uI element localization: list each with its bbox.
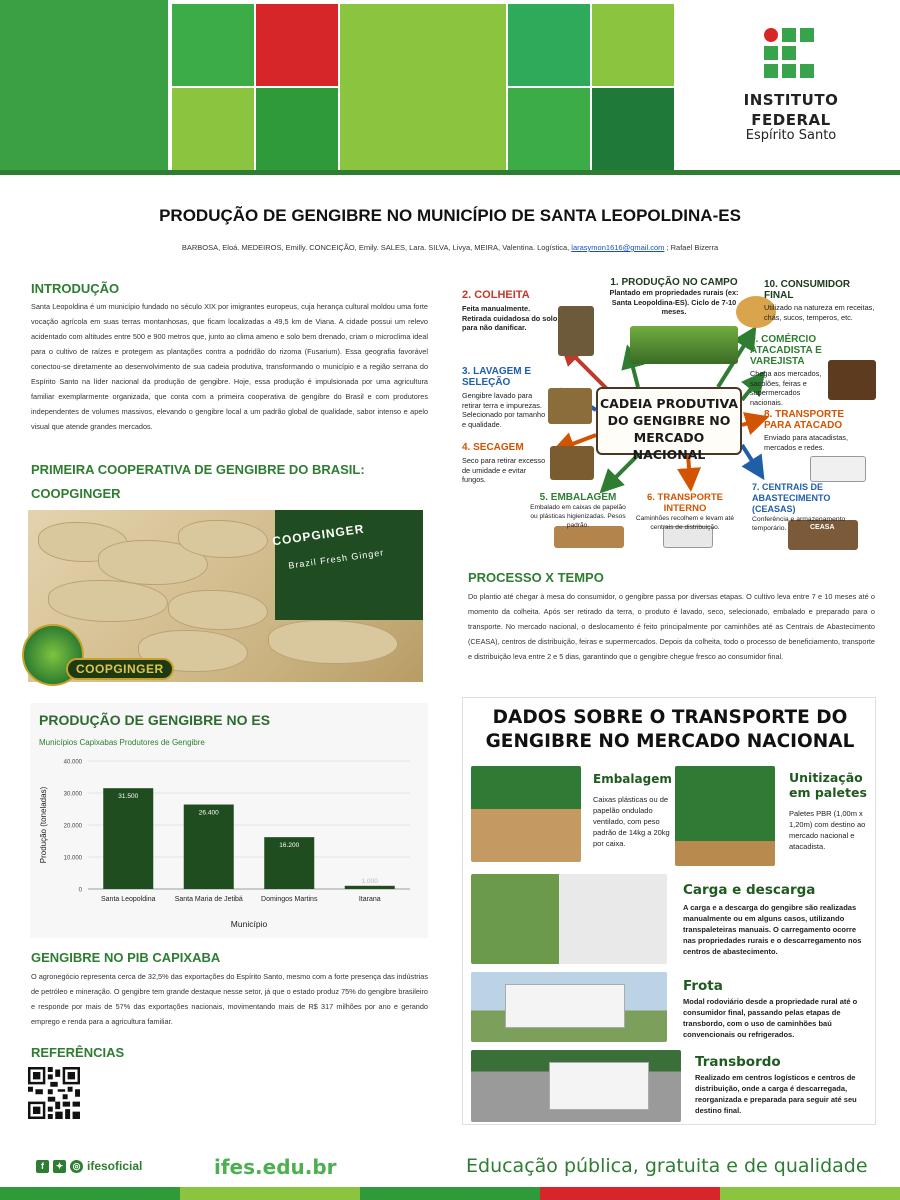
chart-x-tick-label: Itarana xyxy=(358,896,381,903)
step-title: 1. PRODUÇÃO NO CAMPO xyxy=(610,277,738,288)
step-title: 3. LAVAGEM E SELEÇÃO xyxy=(462,366,532,388)
step-body: Conferência e armazenamento temporário. xyxy=(752,516,846,532)
chart-y-tick-label: 30.000 xyxy=(63,791,82,798)
transporte-item-body: Realizado em centros logísticos e centros de distribuição, onde a carga é descarregada, reorganizada e preparada para seguir até seu destino final. xyxy=(695,1073,857,1115)
transporte-item-body: A carga e a descarga do gengibre são realizadas manualmente ou em alguns casos, utilizando transpaleteiras manuais. O carregamento ocorre nas propriedades rurais e o descarregamento nos centros de abastecimento. xyxy=(683,903,862,956)
coopginger-box-label: COOPGINGER xyxy=(271,521,366,549)
cadeia-step-10 xyxy=(764,279,876,322)
cadeia-produtiva-diagram xyxy=(458,270,876,552)
transporte-item-title: Frota xyxy=(683,978,723,994)
step-title: 8. TRANSPORTE PARA ATACADO xyxy=(764,409,845,431)
chart-data-label: 1.000 xyxy=(361,877,378,885)
chart-x-tick-label: Santa Leopoldina xyxy=(101,896,156,903)
chart-y-tick-label: 40.000 xyxy=(63,759,82,766)
warehouse-image xyxy=(471,1050,681,1122)
chart-y-axis-label: Produção (toneladas) xyxy=(39,786,48,864)
logo-line-1: INSTITUTO xyxy=(743,91,839,109)
authors-line xyxy=(0,243,900,252)
transporte-title xyxy=(463,706,877,754)
footer-motto: Educação pública, gratuita e de qualidade xyxy=(466,1155,868,1177)
banner-tile xyxy=(172,88,254,170)
coopginger-box-sub: Brazil Fresh Ginger xyxy=(288,547,386,571)
authors-advisor: ; Rafael Bizerra xyxy=(666,243,719,252)
step-title: 10. CONSUMIDOR FINAL xyxy=(764,279,851,301)
processo-text: Do plantio até chegar à mesa do consumidor, o gengibre passa por diversas etapas. O cultivo leva entre 7 e 10 meses até o momento da colheita. Após ser retirado da terra, o produto é lavado, seco, selecionado, embalado e preparado para o transporte. No mercado nacional, o deslocamento é feito principalmente por caminhões até as Centrais de Abastecimento (CEASA), centros de distribuição, feiras e supermercados. Depois da colheita, todo o processo de beneficiamento, transporte e distribuição leva entre 2 e 5 dias, garantindo que o gengibre chegue fresco ao consumidor final. xyxy=(468,592,875,661)
footer xyxy=(0,1150,900,1200)
cadeia-step-1 xyxy=(604,277,744,317)
chart-y-tick-label: 0 xyxy=(78,887,82,894)
facebook-icon[interactable]: f xyxy=(36,1160,49,1173)
cadeia-center-line: DO GENGIBRE NO xyxy=(607,413,731,428)
logo-line-2: FEDERAL xyxy=(751,111,831,129)
transporte-title-line: GENGIBRE NO MERCADO NACIONAL xyxy=(485,731,855,752)
banner-tile xyxy=(256,4,338,86)
chart-data-label: 31.500 xyxy=(118,793,139,801)
banner-tile xyxy=(172,4,254,86)
step-body: Feita manualmente. Retirada cuidadosa do solo para não danificar. xyxy=(462,304,558,332)
step-title: 9. COMÉRCIO ATACADISTA E VAREJISTA xyxy=(750,334,822,367)
cadeia-step-4 xyxy=(462,442,548,485)
pib-heading: GENGIBRE NO PIB CAPIXABA xyxy=(31,950,221,965)
step-body: Gengibre lavado para retirar terra e impurezas. Selecionado por tamanho e qualidade. xyxy=(462,391,546,429)
step-body: Enviado para atacadistas, mercados e redes. xyxy=(764,433,848,452)
pib-text: O agronegócio representa cerca de 32,5% das exportações do Espírito Santo, mesmo com a forte presença das indústrias de petróleo e mineração. O gengibre tem grande destaque nesse setor, já que o estado produz 75% do gengibre brasileiro e responde por mais de 57% das exportações nacionais, movimentando mais de R$ 317 milhões por ano e gerando emprego e renda para a agricultura familiar. xyxy=(31,972,428,1026)
banner-tile xyxy=(0,0,168,170)
chart-data-label: 26.400 xyxy=(198,809,219,817)
step-body: Caminhões recolhem e levam até centrais de distribuição. xyxy=(635,515,735,531)
ifes-logo-mark xyxy=(762,26,822,88)
transporte-item-body: Paletes PBR (1,00m x 1,20m) com destino ao mercado nacional e atacadista. xyxy=(789,809,866,851)
chart-y-tick-label: 10.000 xyxy=(63,855,82,862)
social-links[interactable] xyxy=(36,1159,142,1173)
step-title: 4. SECAGEM xyxy=(462,442,524,453)
banner-tile xyxy=(340,4,506,170)
logo-line-3: Espírito Santo xyxy=(745,128,837,143)
intro-text: Santa Leopoldina é um município fundado no século XIX por imigrantes europeus, cuja herança cultural moldou uma forte vocação agrícola em suas terras montanhosas, que ficam localizadas a 49,5 km de Viana. A cidade possui um relevo acidentado com altitudes entre 500 e 900 metros que, junto ao clima ameno e solo bem drenado, criam o microclima ideal para o cultivo de raízes e protegem as plantações contra a podridão do rizoma (Fusarium). Essa geografia favorável conectou-se diretamente ao desenvolvimento de sua cadeia produtiva, transformando o município e a região serrana do Espírito Santo na líder nacional da produção de gengibre. Hoje, essa produção é impulsionada por uma agricultura familiar exemplarmente organizada, que conta com a primeira cooperativa de gengibre do Brasil e com produtores independentes de volumes massivos, elevando o gengibre local a um padrão global de qualidade, sabor intenso e apelo visual que atende grandes mercados. xyxy=(31,302,428,431)
drying-rack-illustration xyxy=(550,446,594,480)
poster-title: PRODUÇÃO DE GENGIBRE NO MUNICÍPIO DE SANTA LEOPOLDINA-ES xyxy=(159,206,741,225)
chart-bar xyxy=(184,805,234,889)
coop-heading: PRIMEIRA COOPERATIVA DE GENGIBRE DO BRASIL: xyxy=(31,462,365,477)
twitter-icon[interactable]: ✦ xyxy=(53,1160,66,1173)
farmer-illustration xyxy=(558,306,594,356)
chart-bar xyxy=(345,886,395,889)
coopginger-badge-text: COOPGINGER xyxy=(66,658,174,680)
cadeia-center-line: CADEIA PRODUTIVA xyxy=(599,396,739,411)
ceasa-sign: CEASA xyxy=(810,524,835,531)
cadeia-center-line: MERCADO NACIONAL xyxy=(632,430,706,462)
chart-x-tick-label: Domingos Martins xyxy=(261,896,318,903)
transporte-item-title: Unitização em paletes xyxy=(789,770,867,800)
banner-tile xyxy=(592,4,674,86)
field-illustration xyxy=(630,326,738,364)
step-title: 2. COLHEITA xyxy=(462,289,530,301)
chart-heading: PRODUÇÃO DE GENGIBRE NO ES xyxy=(39,712,271,728)
step-body: Utilizado na natureza em receitas, chás, sucos, temperos, etc. xyxy=(764,303,875,322)
cadeia-step-8 xyxy=(764,409,864,452)
chart-bar xyxy=(103,788,153,889)
step-body: Plantado em propriedades rurais (ex: Santa Leopoldina-ES). Ciclo de 7-10 meses. xyxy=(609,288,739,316)
transporte-item-body: Modal rodoviário desde a propriedade rural até o consumidor final, passando pelas etapas de transbordo, com o uso de caminhões baú convencionais ou refrigerados. xyxy=(683,997,858,1039)
transporte-item-title: Embalagem xyxy=(593,772,672,786)
authors-names: BARBOSA, Eloá. MEDEIROS, Emilly. CONCEIÇÃO, Emily. SALES, Lara. SILVA, Livya, MEIRA, Valentina. Logística, xyxy=(181,243,570,252)
banner-tile xyxy=(592,88,674,170)
social-handle[interactable]: ifesoficial xyxy=(87,1159,143,1173)
cadeia-step-7 xyxy=(752,482,870,533)
loading-truck-image xyxy=(471,874,667,964)
truck-fleet-image xyxy=(471,972,667,1042)
chart-x-tick-label: Santa Maria de Jetibá xyxy=(174,896,243,903)
transporte-title-line: DADOS SOBRE O TRANSPORTE DO xyxy=(492,707,848,728)
coopginger-badge xyxy=(22,624,192,688)
cadeia-center-label xyxy=(596,387,742,462)
chart-y-tick-label: 20.000 xyxy=(63,823,82,830)
transporte-item-title: Transbordo xyxy=(695,1054,781,1070)
step-body: Chega aos mercados, sacolões, feiras e supermercados nacionais. xyxy=(750,369,822,407)
transporte-item-body: Caixas plásticas ou de papelão ondulado ventilado, com peso padrão de 14kg a 20kg por caixa. xyxy=(593,795,670,848)
truck-illustration xyxy=(810,456,866,482)
processo-heading: PROCESSO X TEMPO xyxy=(468,570,604,585)
coop-heading-name: COOPGINGER xyxy=(31,486,121,501)
step-body: Seco para retirar excesso de umidade e evitar fungos. xyxy=(462,456,546,484)
market-stall-illustration xyxy=(828,360,876,400)
step-title: 6. TRANSPORTE INTERNO xyxy=(646,492,723,514)
chart-data-label: 16.200 xyxy=(279,842,300,850)
banner-tile xyxy=(508,4,590,86)
cadeia-step-6 xyxy=(628,492,742,532)
cadeia-step-9 xyxy=(750,334,834,407)
banner-tile xyxy=(508,88,590,170)
chart-subtitle: Municípios Capixabas Produtores de Gengibre xyxy=(39,738,205,747)
website-link[interactable]: ifes.edu.br xyxy=(214,1155,337,1179)
cadeia-step-5 xyxy=(530,492,626,530)
washing-crate-illustration xyxy=(548,388,592,424)
step-title: 5. EMBALAGEM xyxy=(539,492,617,503)
ifes-logo xyxy=(736,26,846,146)
step-body: Embalado em caixas de papelão ou plásticas higienizadas. Pesos padrão. xyxy=(530,504,626,529)
cadeia-step-2 xyxy=(462,290,558,333)
author-email-link[interactable]: larasymon1616@gmail.com xyxy=(571,243,665,252)
qr-code-icon[interactable] xyxy=(28,1067,80,1119)
transporte-infographic xyxy=(462,697,876,1125)
header-divider xyxy=(0,170,900,175)
chart-canvas xyxy=(30,703,428,938)
instagram-icon[interactable]: ◎ xyxy=(70,1160,83,1173)
intro-heading: INTRODUÇÃO xyxy=(31,281,120,296)
crates-image xyxy=(471,766,581,862)
production-chart xyxy=(30,703,428,938)
chart-x-axis-label: Município xyxy=(230,919,268,929)
step-title: 7. CENTRAIS DE ABASTECIMENTO (CEASAS) xyxy=(752,482,831,514)
cadeia-step-3 xyxy=(462,366,548,429)
pallet-image xyxy=(675,766,775,866)
refs-heading: REFERÊNCIAS xyxy=(31,1045,125,1060)
banner-tile xyxy=(256,88,338,170)
transporte-item-title: Carga e descarga xyxy=(683,882,816,898)
